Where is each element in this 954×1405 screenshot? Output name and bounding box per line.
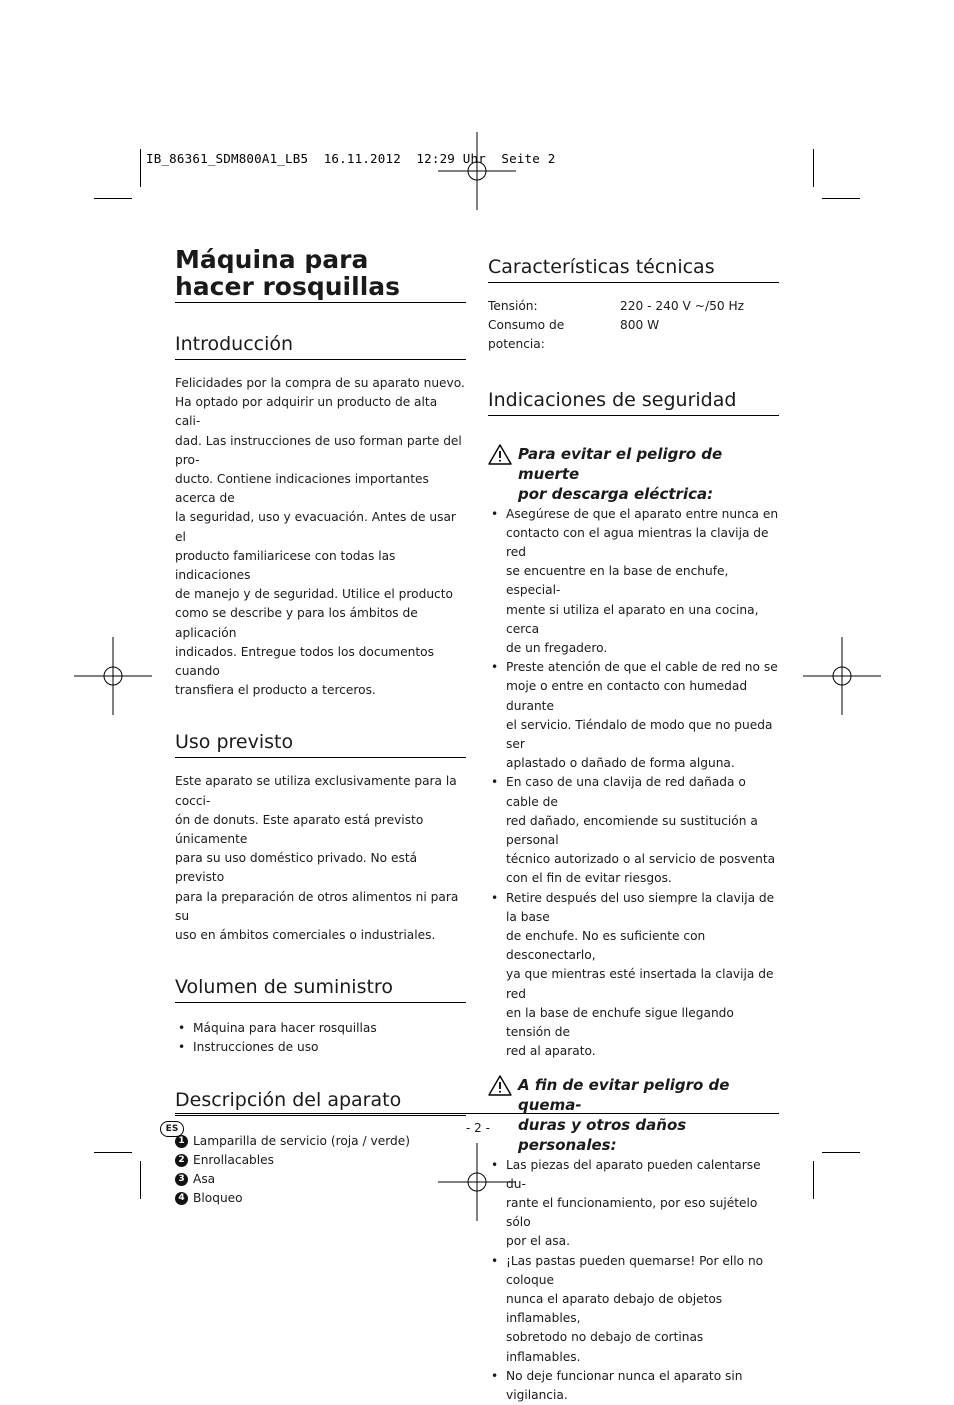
crop-mark: [140, 1161, 141, 1199]
spec-row: Tensión: 220 - 240 V ~/50 Hz: [488, 297, 779, 316]
section-heading: Uso previsto: [175, 731, 466, 758]
list-item: • Instrucciones de uso: [175, 1038, 466, 1057]
crop-mark: [822, 198, 860, 199]
intro-section: [175, 333, 466, 700]
registration-mark-icon: [803, 637, 881, 715]
crop-mark: [813, 149, 814, 187]
section-heading: Introducción: [175, 333, 466, 360]
list-item: 4 Bloqueo: [175, 1189, 466, 1208]
list-item: • ¡Las pastas pueden quemarse! Por ello no coloque nunca el aparato debajo de objetos inflamables, sobretodo no debajo de cortinas inflamables.: [488, 1252, 779, 1367]
list-item: • Las piezas del aparato pueden calentarse du- rante el funcionamiento, por eso sujételo sólo por el asa.: [488, 1156, 779, 1252]
section-heading: Volumen de suministro: [175, 976, 466, 1003]
warning-heading: Para evitar el peligro de muerte por descarga eléctrica:: [488, 444, 779, 504]
page-title: Máquina para hacer rosquillas: [175, 246, 466, 300]
footer-rule: [175, 1113, 779, 1114]
uso-section: [175, 731, 466, 945]
number-badge: 3: [175, 1173, 188, 1186]
title-block: [175, 246, 466, 303]
list-item: 3 Asa: [175, 1170, 466, 1189]
right-column: [488, 256, 779, 1405]
crop-mark: [813, 1161, 814, 1199]
spec-table: [488, 297, 779, 355]
registration-mark-icon: [438, 132, 516, 210]
list-item: 1 Lamparilla de servicio (roja / verde): [175, 1132, 466, 1151]
spec-row: Consumo de potencia: 800 W: [488, 316, 779, 354]
supply-list: [175, 1019, 466, 1057]
uso-paragraph: Este aparato se utiliza exclusivamente para la cocci- ón de donuts. Este aparato está previsto únicamente para su uso doméstico privado. No está previsto para la preparación de otros alimentos ni para su uso en ámbitos comerciales o industriales.: [175, 772, 466, 945]
page-number: - 2 -: [466, 1121, 490, 1135]
warning-list: [488, 505, 779, 1062]
intro-paragraph: Felicidades por la compra de su aparato nuevo. Ha optado por adquirir un producto de alta cali- dad. Las instrucciones de uso forman parte del pro- ducto. Contiene indicaciones importantes acerca de la seguridad, uso y evacuación. Antes de usar el producto familiaricese con todas las indicaciones de manejo y de seguridad. Utilice el producto como se describe y para los ámbitos de aplicación indicados. Entregue todos los documentos cuando transfiera el producto a terceros.: [175, 374, 466, 700]
volumen-section: [175, 976, 466, 1057]
descripcion-section: [175, 1089, 466, 1209]
list-item: • Retire después del uso siempre la clavija de la base de enchufe. No es suficiente con desconectarlo, ya que mientras esté insertada la clavija de red en la base de enchufe sigue llegando tensión de red al aparato.: [488, 889, 779, 1062]
section-heading: Descripción del aparato: [175, 1089, 466, 1116]
warning-heading: A fin de evitar peligro de quema- duras y otros daños personales:: [488, 1075, 779, 1155]
parts-list: [175, 1132, 466, 1209]
language-badge: ES: [160, 1121, 184, 1137]
number-badge: 1: [175, 1135, 188, 1148]
crop-mark: [94, 198, 132, 199]
registration-mark-icon: [74, 637, 152, 715]
number-badge: 2: [175, 1154, 188, 1167]
print-slug-line: IB_86361_SDM800A1_LB5 16.11.2012 12:29 Uhr Seite 2: [146, 151, 555, 166]
warning-list: [488, 1156, 779, 1405]
list-item: • Preste atención de que el cable de red no se moje o entre en contacto con humedad durante el servicio. Tiéndalo de modo que no pueda ser aplastado o dañado de forma alguna.: [488, 658, 779, 773]
list-item: 2 Enrollacables: [175, 1151, 466, 1170]
warning-triangle-icon: [488, 1075, 512, 1096]
list-item: • Máquina para hacer rosquillas: [175, 1019, 466, 1038]
number-badge: 4: [175, 1192, 188, 1205]
section-heading: Indicaciones de seguridad: [488, 389, 779, 416]
crop-mark: [140, 149, 141, 187]
crop-mark: [822, 1152, 860, 1153]
warning-triangle-icon: [488, 444, 512, 465]
crop-mark: [94, 1152, 132, 1153]
section-heading: Características técnicas: [488, 256, 779, 283]
list-item: • En caso de una clavija de red dañada o cable de red dañado, encomiende su sustitución a personal técnico autorizado o al servicio de posventa con el fin de evitar riesgos.: [488, 773, 779, 888]
seguridad-section: [488, 389, 779, 1405]
list-item: • No deje funcionar nunca el aparato sin vigilancia.: [488, 1367, 779, 1405]
left-column: [175, 246, 466, 1209]
caracteristicas-section: [488, 256, 779, 355]
list-item: • Asegúrese de que el aparato entre nunca en contacto con el agua mientras la clavija de red se encuentre en la base de enchufe, especial- mente si utiliza el aparato en una cocina, cerca de un fregadero.: [488, 505, 779, 659]
